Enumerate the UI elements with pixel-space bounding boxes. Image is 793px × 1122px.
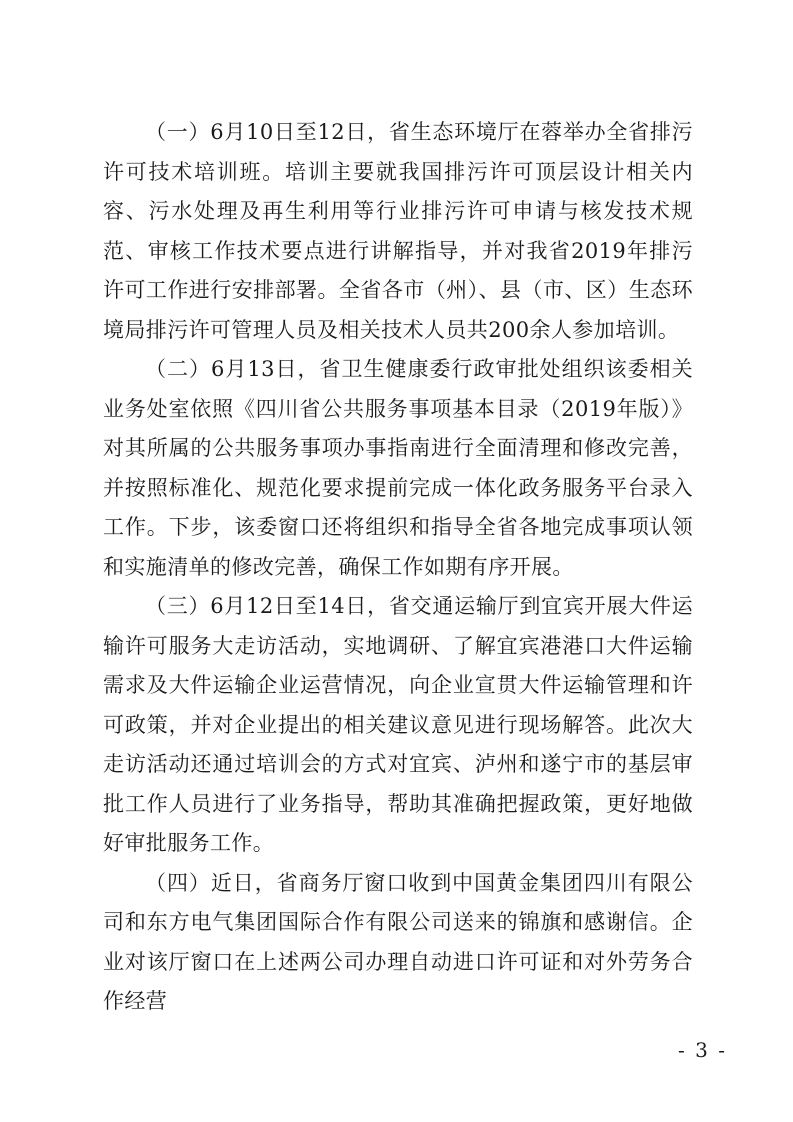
paragraph-2: （二）6月13日，省卫生健康委行政审批处组织该委相关业务处室依照《四川省公共服务事项基本目录（2019年版）》对其所属的公共服务事项办事指南进行全面清理和修改完善，并按照标准化、规范化要求提前完成一体化政务服务平台录入工作。下步，该委窗口还将组织和指导全省各地完成事项认领和实施清单的修改完善，确保工作如期有序开展。	[103, 357, 693, 579]
paragraph-1: （一）6月10日至12日，省生态环境厅在蓉举办全省排污许可技术培训班。培训主要就我国排污许可顶层设计相关内容、污水处理及再生利用等行业排污许可申请与核发技术规范、审核工作技术要点进行讲解指导，并对我省2019年排污许可工作进行安排部署。全省各市（州）、县（市、区）生态环境局排污许可管理人员及相关技术人员共200余人参加培训。	[103, 120, 693, 342]
paragraph-4: （四）近日，省商务厅窗口收到中国黄金集团四川有限公司和东方电气集团国际合作有限公司送来的锦旗和感谢信。企业对该厅窗口在上述两公司办理自动进口许可证和对外劳务合作经营	[103, 870, 693, 1013]
paragraph-3: （三）6月12日至14日，省交通运输厅到宜宾开展大件运输许可服务大走访活动，实地调研、了解宜宾港港口大件运输需求及大件运输企业运营情况，向企业宣贯大件运输管理和许可政策，并对企业提出的相关建议意见进行现场解答。此次大走访活动还通过培训会的方式对宜宾、泸州和遂宁市的基层审批工作人员进行了业务指导，帮助其准确把握政策，更好地做好审批服务工作。	[103, 594, 693, 855]
page-number: - 3 -	[678, 1038, 727, 1062]
document-body	[103, 113, 693, 1022]
